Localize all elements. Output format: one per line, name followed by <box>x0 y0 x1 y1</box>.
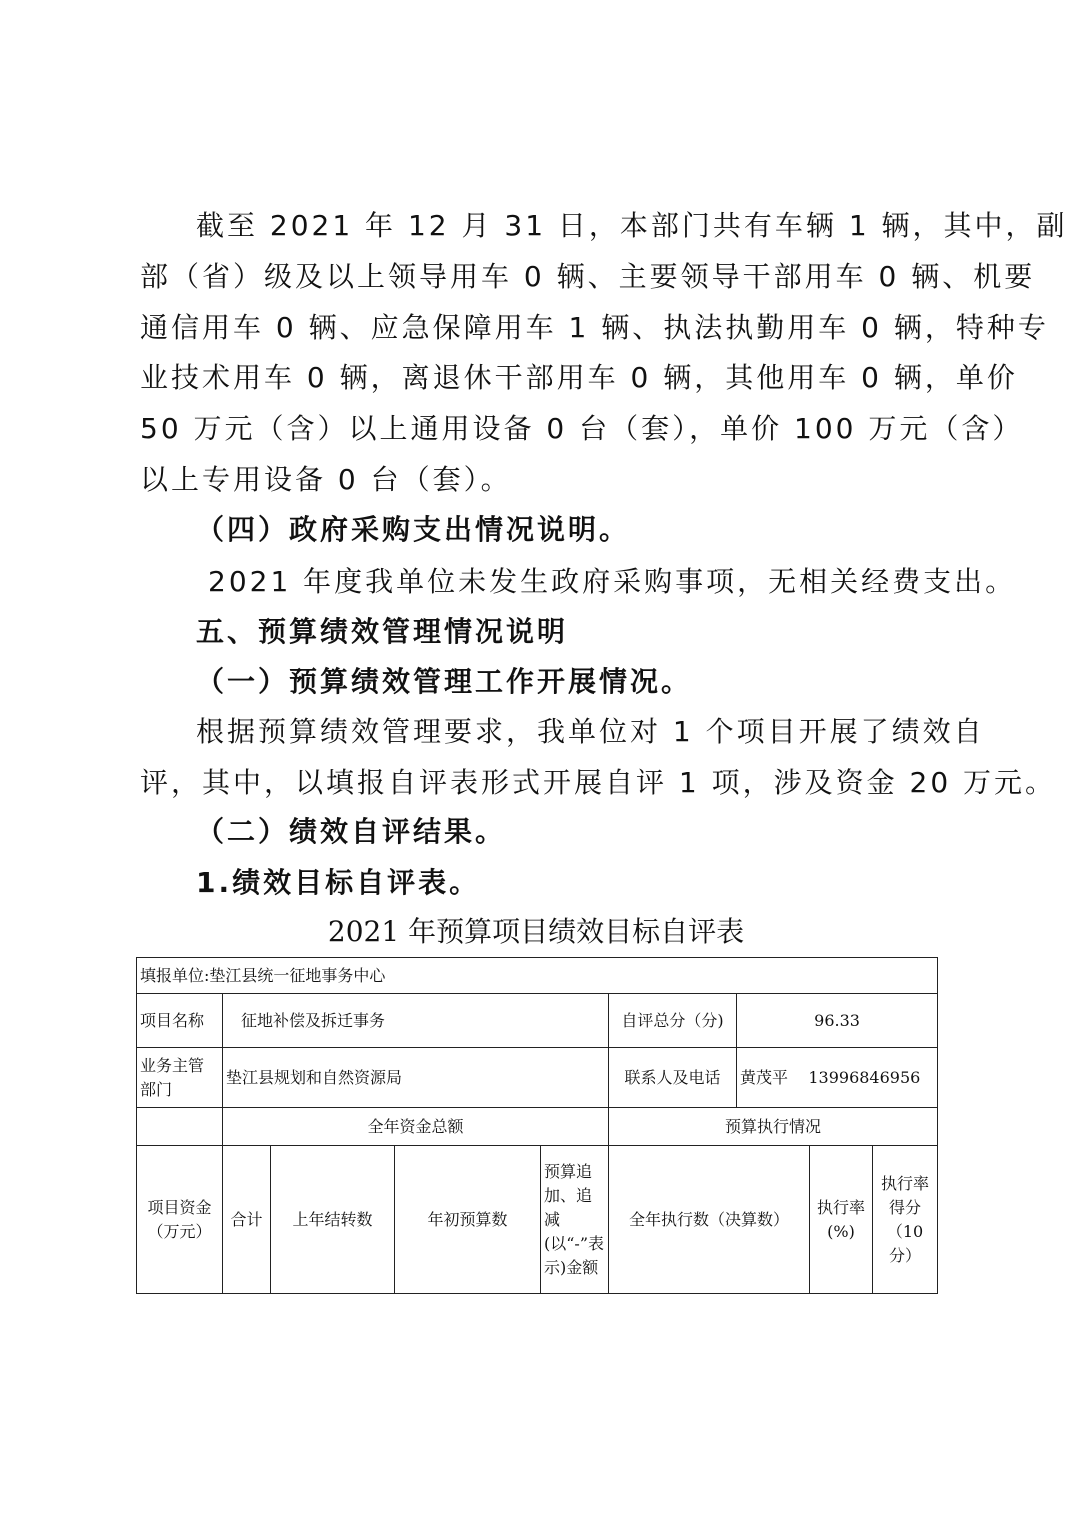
heading-text: （二）绩效自评结果。 <box>196 815 507 848</box>
score-value: 96.33 <box>737 994 938 1048</box>
text-line: 业技术用车 0 辆，离退休干部用车 0 辆，其他用车 0 辆，单价 <box>140 361 1018 394</box>
empty-cell <box>137 1108 223 1146</box>
heading-text: 五、预算绩效管理情况说明 <box>196 615 569 648</box>
table-title: 2021 年预算项目绩效目标自评表 <box>327 915 745 948</box>
table-row <box>137 994 938 1048</box>
text-line: 50 万元（含）以上通用设备 0 台（套），单价 100 万元（含） <box>140 412 1024 445</box>
table-row <box>137 1146 938 1294</box>
table-row <box>137 1108 938 1146</box>
text-line: 评，其中，以填报自评表形式开展自评 1 项，涉及资金 20 万元。 <box>140 766 1057 799</box>
text-line: 截至 2021 年 12 月 31 日，本部门共有车辆 1 辆，其中，副 <box>196 209 1068 242</box>
contact-label: 联系人及电话 <box>609 1048 737 1108</box>
self-eval-table <box>136 957 938 1294</box>
col-carryover: 上年结转数 <box>271 1146 395 1294</box>
project-name-label: 项目名称 <box>137 994 223 1048</box>
col-total: 合计 <box>223 1146 271 1294</box>
text-line: 部（省）级及以上领导用车 0 辆、主要领导干部用车 0 辆、机要 <box>140 260 1036 293</box>
table-row <box>137 1048 938 1108</box>
funds-label: 项目资金（万元） <box>137 1146 223 1294</box>
text-line: 以上专用设备 0 台（套）。 <box>140 463 512 496</box>
total-funds-label: 全年资金总额 <box>223 1108 609 1146</box>
col-execution: 全年执行数（决算数） <box>609 1146 810 1294</box>
heading-text: （一）预算绩效管理工作开展情况。 <box>196 665 693 698</box>
reporting-unit-cell: 填报单位:垫江县统一征地事务中心 <box>137 958 938 994</box>
dept-value: 垫江县规划和自然资源局 <box>223 1048 609 1108</box>
heading-text: 1.绩效目标自评表。 <box>196 866 481 899</box>
dept-label: 业务主管部门 <box>137 1048 223 1108</box>
budget-exec-label: 预算执行情况 <box>609 1108 938 1146</box>
project-name-value: 征地补偿及拆迁事务 <box>223 994 609 1048</box>
col-initial-budget: 年初预算数 <box>395 1146 541 1294</box>
table-row <box>137 958 938 994</box>
heading-text: （四）政府采购支出情况说明。 <box>196 513 631 546</box>
text-line: 2021 年度我单位未发生政府采购事项，无相关经费支出。 <box>208 565 1017 598</box>
score-label: 自评总分（分) <box>609 994 737 1048</box>
text-line: 根据预算绩效管理要求，我单位对 1 个项目开展了绩效自 <box>196 715 985 748</box>
col-exec-rate-score: 执行率得分（10分） <box>873 1146 938 1294</box>
contact-value: 黄茂平 13996846956 <box>737 1048 938 1108</box>
col-adjustment: 预算追加、追减(以“-”表示)金额 <box>541 1146 609 1294</box>
text-line: 通信用车 0 辆、应急保障用车 1 辆、执法执勤用车 0 辆，特种专 <box>140 311 1049 344</box>
col-exec-rate: 执行率(%) <box>810 1146 873 1294</box>
